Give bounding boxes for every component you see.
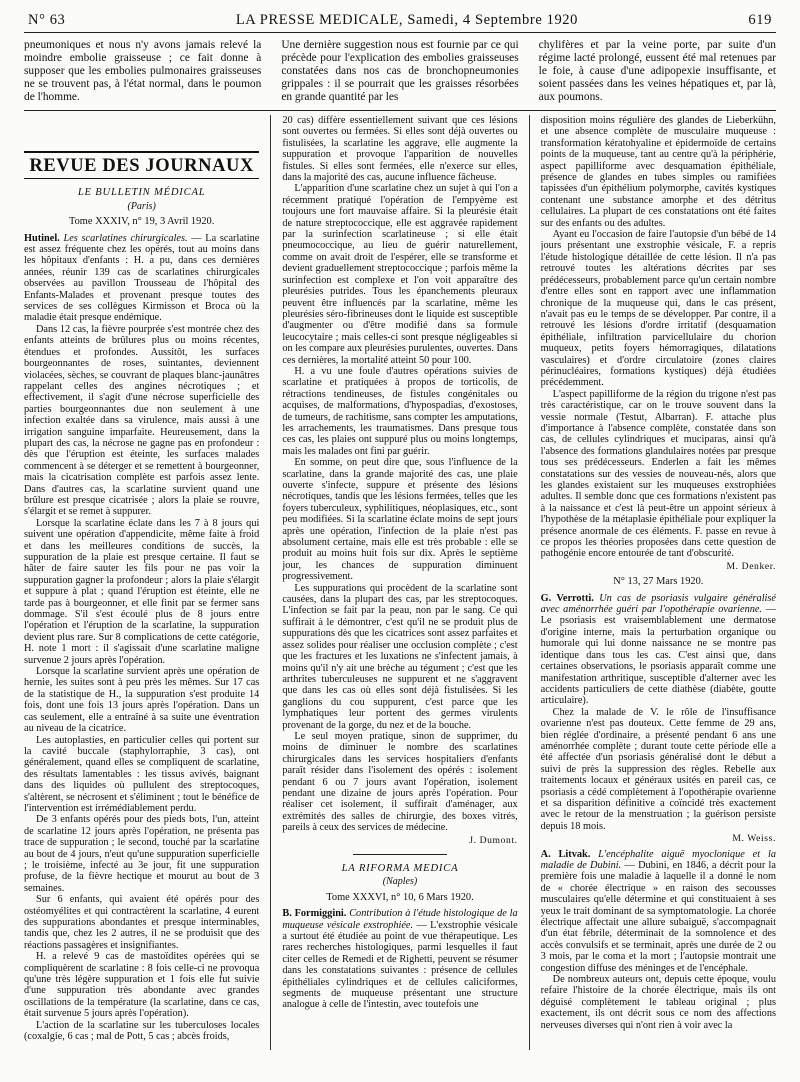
article-paragraph: — L'exstrophie vésicale a surtout été étudiée au point de vue thérapeutique. Les rares recherches histologiques, parmi lesquelles il faut citer celles de Remedi et de Righetti, peuvent se résumer dans les constatations suivantes : présence de cellules épithéliales cylindriques et de cellules caliciformes, segments de muqueuse présentant une structure analogue à celle de l'intestin, avec toutefois une: [282, 919, 518, 1011]
section-title: REVUE DES JOURNAUX: [24, 151, 259, 172]
page-number: 619: [748, 12, 772, 28]
column-middle: [282, 115, 517, 1050]
article-paragraph: — La scarlatine est assez fréquente chez les opérés, tout au moins dans les hôpitaux d'enfants : H. a pu, dans ces dernières années, réunir 139 cas de scarlatines chirurgicales observées au pavillon Trousseau de l'hôpital des Enfants-Malades et provenant presque toutes des services de ses collègues Kirmisson et Broca où la maladie était presque endémique.: [24, 232, 260, 324]
article-paragraph: Ayant eu l'occasion de faire l'autopsie d'un bébé de 14 jours présentant une exstrophie vésicale, F. a repris l'étude histologique détaillée de cette lésion. Il n'a pas retrouvé toutes les altérations décrites par ses prédécesseurs, probablement parce qu'un certain nombre d'entre elles sont en rapport avec une inflammation chronique de la muqueuse qui, dans le cas présent, n'avait pas eu le temps de se développer. Par contre, il a retrouvé les lésions d'ordre irritatif (desquamation épithéliale, infiltration parvicellulaire du chorion muqueux, petits foyers hémorragiques, dilatations vasculaires) et d'ordre circulatoire (zones claires périnucléaires, formations kystiques) déjà étudiées précédemment.: [540, 229, 776, 389]
article-paragraph: 20 cas) diffère essentiellement suivant que ces lésions sont ouvertes ou fermées. Si elles sont déjà ouvertes ou fistulisées, la scarlatine les aggrave, elle augmente la suppuration et provoque l'apparition de nouvelles fistules. Si elles sont fermées, elle n'exerce sur elles, dans la majorité des cas, aucune influence fâcheuse.: [282, 115, 518, 184]
article-paragraph: Sur 6 enfants, qui avaient été opérés pour des ostéomyélites et qui contractèrent la scarlatine, 4 eurent des suppurations abondantes et presque interminables, tandis que, chez les 2 autres, il ne se produisit que des réactions passagères et insignifiantes.: [24, 894, 260, 951]
article-author: B. Formiggini.: [282, 908, 347, 920]
article-paragraph: H. a vu une foule d'autres opérations suivies de scarlatine et pratiquées à propos de torticolis, de rétractions tendineuses, de fistules congénitales ou acquises, de malformations, d'hypospadias, d'exostoses, de tumeurs, de rachitisme, sans compter les amputations, les arrachements, les traumatismes. Dans presque tous ces cas, les plaies ont suppuré plus ou moins longtemps, mais les malades ont fini par guérir.: [282, 365, 518, 457]
article-paragraph: — Dubini, en 1846, a décrit pour la première fois une maladie à laquelle il a donné le nom de « chorée électrique » en raison des secousses musculaires qu'elle détermine et qui constituaient à ses yeux le trait dominant de sa symptomatologie. La chorée électrique affectait une allure subaiguë, s'accompagnait d'un état fébrile, déterminait de la somnolence et des accès convulsifs et se terminait, après une durée de 2 ou 3 mois, par le coma et la mort ; l'autopsie montrait une congestion diffuse des méninges et de l'encéphale.: [540, 860, 776, 974]
article-title: Un cas de psoriasis vulgaire généralisé avec aménorrhée guéri par l'opothérapie ovarienne.: [540, 592, 776, 616]
article-author: A. Litvak.: [540, 848, 591, 860]
section-divider: [353, 854, 447, 855]
article-paragraph: H. a relevé 9 cas de mastoïdites opérées qui se compliquèrent de scarlatine : 8 fois celle-ci ne provoqua qu'une très légère suppuration et 1 fois elle fut suivie d'une suppuration très abondante avec grandes oscillations de la température (la scarlatine, dans ce cas, était survenue 5 jours après l'opération).: [24, 951, 260, 1020]
review-signature: M. Weiss.: [732, 833, 776, 845]
article-paragraph: Chez la malade de V. le rôle de l'insuffisance ovarienne n'est pas douteux. Cette femme de 29 ans, bien réglée d'ordinaire, a présenté pendant 6 ans une aménorrhée complète ; durant toute cette période elle a été affectée d'un psoriasis généralisé dont le début a suivi de près la suppression des règles. Rebelle aux traitements locaux et généraux usités en pareil cas, ce psoriasis a cédé complètement à l'opothérapie ovarienne et sa disparition définitive a coïncidé très exactement avec le retour de la menstruation ; la guérison persiste depuis 18 mois.: [540, 706, 776, 832]
review-signature: M. Denker.: [726, 560, 776, 572]
article-paragraph: disposition moins régulière des glandes de Lieberkühn, et une absence complète de musculaire muqueuse : transformation kératohyaline et épidermoïde de certains points de la muqueuse, tant au centre qu'à la périphérie, aspect papilliforme avec desquamation épithéliale, présence de glandes en tubes simples ou ramifiées tapissées d'un épithélium polymorphe, cavités kystiques contenant une substance amorphe et des détritus cellulaires. La plupart de ces constatations ont été faites sur des enfants ou des adultes.: [540, 115, 776, 229]
column-right: [541, 115, 776, 1050]
article-paragraph: L'aspect papilliforme de la région du trigone n'est pas très caractéristique, car on le trouve souvent dans la vessie normale (Testut, Albarran). F. attache plus d'importance à l'absence complète, constatée dans son cas, de cellules cylindriques et muciparas, ainsi qu'à l'absence des formations glandulaires notées par presque tous ses prédécesseurs. Enderlen a fait les mêmes constatations sur des vessies de nouveau-nés, alors que les glandes existaient sur les muqueuses exstrophiées adultes. Il semble donc que ces formations n'existent pas à la naissance et c'est là peut-être un appoint sérieux à l'hypothèse de la métaplasie épithéliale pour expliquer la présence anormale de ces éléments. F. passe en revue à ce propos les théories proposées dans cette question de pathogénie encore entourée de tant d'obscurité.: [540, 388, 776, 560]
article-title: Contribution à l'étude histologique de la muqueuse vésicale exstrophiée.: [282, 908, 518, 931]
journal-city: (Paris): [127, 200, 156, 212]
article-paragraph: Le seul moyen pratique, sinon de supprimer, du moins de diminuer le nombre des scarlatines chirurgicales dans les services hospitaliers d'enfants paraît résider dans l'isolement des opérés : isolement pendant 6 ou 7 jours avant l'opération, isolement pendant une dizaine de jours après l'opération. Pour réaliser cet isolement, il suffirait d'aménager, aux extrémités des salles de chirurgie, des boxes vitrés, pareils à ceux des services de médecine.: [282, 730, 518, 834]
column-left: [24, 115, 259, 1050]
article-title: Les scarlatines chirurgicales.: [63, 232, 188, 244]
running-title: LA PRESSE MEDICALE, Samedi, 4 Septembre 1920: [235, 12, 578, 28]
article-paragraph: En somme, on peut dire que, sous l'influence de la scarlatine, dans la grande majorité des cas, une plaie ouverte s'infecte, suppure et présente des lésions nécrotiques, tandis que les lésions fermées, telles que les foyers tuberculeux, syphilitiques, néoplasiques, etc., sont peu modifiées. Si la scarlatine éclate moins de sept jours après une opération, l'infection de la plaie n'est pas absolument certaine, mais elle est très probable : elle se produit au moins huit fois sur dix. Après le septième jour, les chances de suppuration diminuent progressivement.: [282, 457, 518, 583]
article-paragraph: Lorsque la scarlatine survient après une opération de hernie, les suites sont à peu près les mêmes. Sur 17 cas de la statistique de H., la suppuration s'est produite 14 fois, dont une fois 13 jours après l'opération. Dans un cas seulement, elle a entraîné à sa suite une éventration au niveau de la cicatrice.: [24, 666, 260, 735]
article-paragraph: Lorsque la scarlatine éclate dans les 7 à 8 jours qui suivent une opération d'appendicite, même faite à froid et dans les meilleures conditions de succès, la suppuration de la plaie est presque certaine. Il faut se hâter de faire sauter les fils pour ne pas voir la suppuration gagner la profondeur ; alors la plaie s'élargit et suppure à plat ; quand l'éruption est éteinte, elle ne tarde pas à bourgeonner, et elle finit par se fermer sans dommage. S'il s'est écoulé plus de 8 jours entre l'opération et l'éruption de la scarlatine, la suppuration devient plus rare. Sur 8 complications de cette catégorie, H. note 1 mort : il s'agissait d'une scarlatine maligne survenue 2 jours après l'opération.: [24, 517, 260, 666]
article-paragraph: Dans 12 cas, la fièvre pourprée s'est montrée chez des enfants atteints de brûlures plus ou moins récentes, étendues et profondes. Aussitôt, les surfaces bourgeonnantes de roses, suintantes, deviennent violacées, sèches, se couvrant de plaques blanc-jaunâtres rappelant celles des angines nécrotiques ; et effectivement, il s'agit d'une nécrose superficielle des parties bourgeonnantes due non seulement à une infection exaltée dans sa virulence, mais aussi à une irrigation sanguine imparfaite. Heureusement, dans la plupart des cas, la nécrose ne gagne pas en profondeur : dès que l'éruption est éteinte, les surfaces malades commencent à se déterger et se remettent à bourgeonner, mais la cicatrisation complète est parfois assez lente. Dans d'autres cas, la scarlatine survient quand une brûlure est presque cicatrisée ; alors la plaie se rouvre, s'élargit et se remet à suppurer.: [24, 323, 260, 518]
article-paragraph: Les autoplasties, en particulier celles qui portent sur la cavité buccale (staphylorraphie, 3 cas), ont généralement, quand elles se compliquent de scarlatine, des résultats lamentables : les tissus avivés, baignant dans des liquides où pullulent des streptocoques, s'altèrent, se nécrosent et s'éliminent ; tout le bénéfice de l'intervention est irrémédiablement perdu.: [24, 734, 260, 814]
article-lead: [282, 908, 517, 1011]
journal-city: (Naples): [382, 876, 418, 888]
article-paragraph: L'action de la scarlatine sur les tuberculoses locales (coxalgie, 6 cas ; mal de Pott, 5 cas ; abcès froids,: [24, 1019, 260, 1043]
journal-issue: Tome XXXVI, n° 10, 6 Mars 1920.: [326, 891, 474, 903]
article-paragraph: — Le psoriasis est vraisemblablement une dermatose d'origine interne, mais la perturbation organique ou humorale qui lui donne naissance ne se montre pas identique dans tous les cas. C'est ainsi que, dans certaines observations, le psoriasis apparaît comme une manifestation arthritique, susceptible d'alterner avec les accidents particuliers de cette diathèse (diabète, goutte articulaire).: [540, 604, 776, 707]
column-rule: [529, 115, 530, 1050]
continuation-col-2: Une dernière suggestion nous est fournie par ce qui précède pour l'explication des embolies graisseuses constatées dans nos cas de bronchopneumonies grippales : il se pourrait que les graisses résorbées en grande quantité par les: [281, 39, 519, 103]
article-lead: [541, 849, 776, 974]
review-body: [24, 115, 776, 1050]
article-lead: [24, 233, 259, 324]
running-head: [24, 12, 776, 33]
journal-name: LA RIFORMA MEDICA: [341, 863, 459, 874]
journal-name: LE BULLETIN MÉDICAL: [77, 187, 206, 199]
column-rule: [270, 115, 271, 1050]
article-paragraph: Les suppurations qui procèdent de la scarlatine sont causées, dans la plupart des cas, par les streptocoques. L'infection se fait par la peau, non par le sang. Ce qui suffirait à le démontrer, c'est qu'il ne se produit plus de suppurations dès que les cicatrices sont assez parfaites et assez solides pour réaliser une occlusion complète ; c'est que les fractures et les luxations ne s'infectent jamais, à moins qu'il n'y ait une brèche au tégument ; c'est que les arthrites tuberculeuses ne suppurent et ne s'aggravent que dans les cas où elles sont déjà fistulisées. Si les ganglions du cou suppurent, c'est parce que les lymphatiques leur portent des germes virulents provenant de la gorge, du nez et de la bouche.: [282, 582, 518, 731]
journal-issue: N° 13, 27 Mars 1920.: [613, 576, 704, 588]
article-paragraph: De 3 enfants opérés pour des pieds bots, l'un, atteint de scarlatine 12 jours après l'opération, ne présenta pas trace de suppuration ; le second, touché par la scarlatine au bout de 4 jours, n'eut qu'une suppuration superficielle ; le troisième, infecté au 3e jour, fit une suppuration profuse, de la fièvre hectique et mourut au bout de 3 semaines.: [24, 814, 260, 894]
review-signature: J. Dumont.: [469, 834, 518, 846]
article-author: Hutinel.: [24, 232, 60, 244]
article-author: G. Verrotti.: [540, 592, 594, 604]
continuation-col-1: pneumoniques et nous n'y avons jamais relevé la moindre embolie graisseuse ; ce fait donne à supposer que les embolies pulmonaires graisseuses ne se trouvent pas, à l'état normal, dans le poumon de l'homme.: [24, 39, 262, 103]
article-title: L'encéphalite aiguë myoclonique et la maladie de Dubini.: [540, 848, 776, 871]
article-lead: [541, 593, 776, 707]
journal-issue: Tome XXXIV, n° 19, 3 Avril 1920.: [68, 216, 215, 228]
article-paragraph: De nombreux auteurs ont, depuis cette époque, voulu refaire l'histoire de la chorée électrique, mais ils ont déguisé complètement le tableau original ; plus exactement, ils ont décrit sous ce nom des affections nerveuses diverses qui n'ont rien à voir avec la: [540, 974, 776, 1031]
continuation-block: [24, 39, 776, 111]
issue-number: N° 63: [28, 12, 66, 28]
continuation-col-3: chylifères et par la veine porte, par suite d'un régime lacté prolongé, eussent été mal retenues par le foie, à cause d'une adipopexie insuffisante, et soient passées dans les veines hépatiques et, par là, aux poumons.: [538, 39, 776, 103]
article-paragraph: L'apparition d'une scarlatine chez un sujet à qui l'on a récemment pratiqué l'opération de l'empyème est toujours une fort mauvaise affaire. Si la pleurésie était de nature streptococcique, elle est aggravée rapidement par la surinfection scarlatineuse ; si elle était pneumococcique, au lieu de guérir naturellement, comme on avait droit de l'espérer, elle se transforme et devient graduellement streptococcique ; parfois même la surinfection est complexe et l'on voit apparaître des pleurésies putrides. Tous les épanchements pleuraux peuvent être influencés par la scarlatine, même les pleurésies séro-fibrineuses dont le liquide est susceptible d'augmenter ou d'être modifié dans sa formule leucocytaire ; mais celles-ci sont presque négligeables si on les compare aux pleurésies purulentes, ouvertes. Dans ces dernières, la mortalité atteint 50 pour 100.: [282, 183, 518, 366]
